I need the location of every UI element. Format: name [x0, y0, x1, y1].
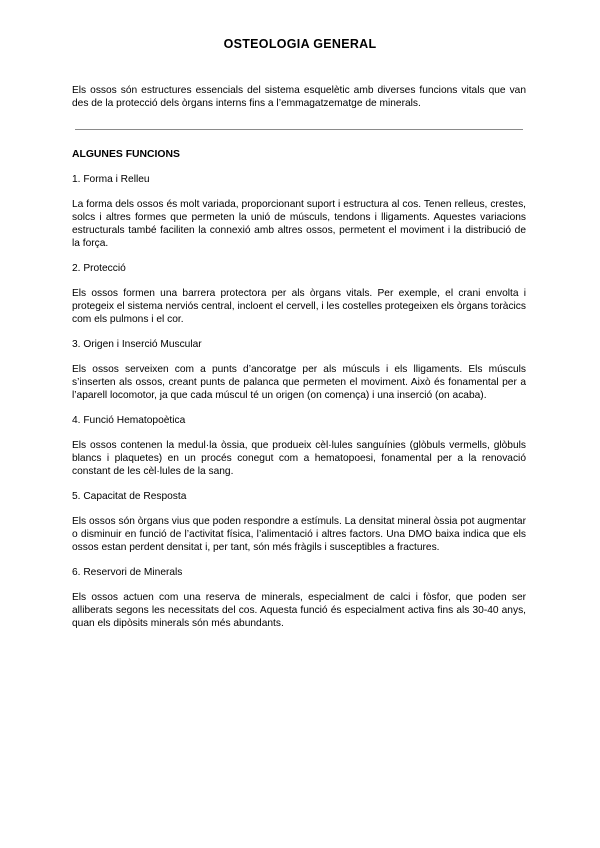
function-section-1 [72, 173, 526, 250]
function-section-3 [72, 338, 526, 402]
function-paragraph: Els ossos són òrgans vius que poden respondre a estímuls. La densitat mineral òssia pot augmentar o disminuir en funció de l’activitat física, l’alimentació i altres factors. Una DMO baixa indica que els ossos estan perdent densitat i, per tant, són més fràgils i susceptibles a fractures. [72, 516, 526, 553]
function-heading: 4. Funció Hematopoètica [72, 415, 186, 426]
document-body [72, 84, 526, 642]
section-heading: ALGUNES FUNCIONS [72, 149, 180, 160]
page-title: OSTEOLOGIA GENERAL [223, 37, 377, 51]
function-heading: 1. Forma i Relleu [72, 174, 150, 185]
function-section-4 [72, 414, 526, 478]
function-paragraph: Els ossos contenen la medul·la òssia, que produeix cèl·lules sanguínies (glòbuls vermells, glòbuls blancs i plaquetes) en un procés conegut com a hematopoesi, fonamental per a la renovació constant de les cèl·lules de la sang. [72, 440, 526, 477]
function-paragraph: Els ossos serveixen com a punts d’ancoratge per als músculs i els lligaments. Els músculs s’inserten als ossos, creant punts de palanca que permeten el moviment. Això és fonamental per a l’aparell locomotor, ja que cada múscul té un origen (on comença) i una inserció (on acaba). [72, 364, 526, 401]
function-section-6 [72, 566, 526, 630]
function-section-2 [72, 262, 526, 326]
function-paragraph: La forma dels ossos és molt variada, proporcionant suport i estructura al cos. Tenen relleus, crestes, solcs i altres formes que permeten la unió de músculs, tendons i lligaments. Aquestes variacions estructurals també faciliten la connexió amb altres ossos, permetent el moviment i la distribució de la força. [72, 199, 526, 249]
function-section-5 [72, 490, 526, 554]
intro-paragraph: Els ossos són estructures essencials del sistema esquelètic amb diverses funcions vitals que van des de la protecció dels òrgans interns fins a l’emmagatzematge de minerals. [72, 85, 526, 109]
function-heading: 2. Protecció [72, 263, 126, 274]
function-paragraph: Els ossos actuen com una reserva de minerals, especialment de calci i fòsfor, que poden ser alliberats segons les necessitats del cos. Aquesta funció és especialment activa fins als 30-40 anys, quan els dipòsits minerals són més abundants. [72, 592, 526, 629]
function-paragraph: Els ossos formen una barrera protectora per als òrgans vitals. Per exemple, el crani envolta i protegeix el sistema nerviós central, incloent el cervell, i les costelles protegeixen els òrgans toràcics com els pulmons i el cor. [72, 288, 526, 325]
function-heading: 3. Origen i Inserció Muscular [72, 339, 202, 350]
function-heading: 5. Capacitat de Resposta [72, 491, 187, 502]
horizontal-divider [75, 129, 523, 130]
function-heading: 6. Reservori de Minerals [72, 567, 183, 578]
